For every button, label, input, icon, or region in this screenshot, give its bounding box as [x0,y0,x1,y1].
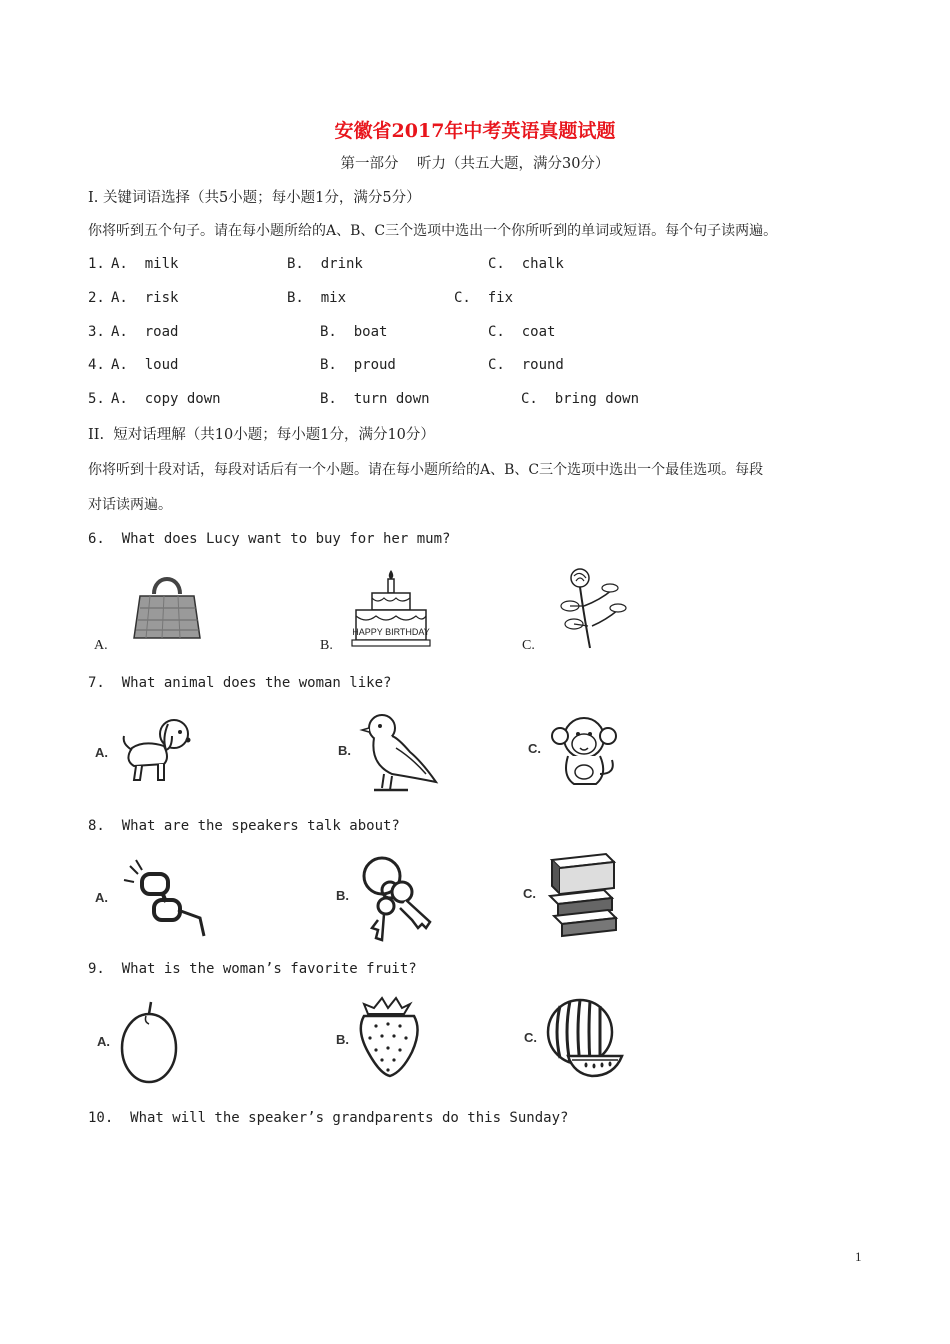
option-a-label: A. [97,1034,110,1049]
dog-icon [114,710,196,784]
option-b: B. drink [287,256,363,272]
option-c: C. coat [488,324,556,340]
option-a: A. road [111,324,179,340]
option-c-label: C. [523,886,536,901]
keys-icon [356,850,436,942]
question-number: 4. [88,357,105,373]
option-c-label: C. [522,638,535,653]
birthday-cake-icon [348,566,434,650]
watermelon-icon [542,994,626,1080]
question-number: 5. [88,391,105,407]
section2-heading: II. 短对话理解（共10小题；每小题1分，满分10分） [88,427,435,443]
option-c: C. round [488,357,564,373]
question-7: 7. What animal does the woman like? [88,675,392,691]
option-a-label: A. [95,890,108,905]
option-a-label: A. [94,638,108,653]
option-c: C. fix [454,290,514,306]
question-6: 6. What does Lucy want to buy for her mum? [88,531,451,547]
option-c: C. chalk [488,256,564,272]
option-b: B. boat [320,324,388,340]
option-c: C. bring down [521,391,640,407]
option-b-label: B. [336,1032,349,1047]
question-number: 3. [88,324,105,340]
part-subtitle: 第一部分 听力（共五大题，满分30分） [340,156,610,172]
option-b-label: B. [336,888,349,903]
option-c-label: C. [528,741,541,756]
question-number: 2. [88,290,105,306]
page-number: 1 [855,1249,862,1264]
cake-text: HAPPY BIRTHDAY [352,627,430,637]
option-b: B. turn down [320,391,430,407]
option-a: A. risk [111,290,179,306]
monkey-icon [546,710,624,790]
option-a: A. loud [111,357,179,373]
option-b-label: B. [338,743,351,758]
handbag-icon [128,572,208,644]
rose-icon [548,566,634,650]
section2-instruction-line1: 你将听到十段对话，每段对话后有一个小题。请在每小题所给的A、B、C三个选项中选出一个最佳选项。每段 [88,462,764,478]
option-c-label: C. [524,1030,537,1045]
option-b: B. proud [320,357,396,373]
glasses-icon [120,856,208,940]
option-b-label: B. [320,638,333,653]
books-icon [544,850,620,942]
option-a: A. milk [111,256,179,272]
question-9: 9. What is the woman’s favorite fruit? [88,961,417,977]
bird-icon [356,708,440,796]
section1-heading: I. 关键词语选择（共5小题；每小题1分，满分5分） [88,190,421,206]
question-8: 8. What are the speakers talk about? [88,818,400,834]
section1-instruction: 你将听到五个句子。请在每小题所给的A、B、C三个选项中选出一个你所听到的单词或短语。每个句子读两遍。 [88,223,778,239]
option-b: B. mix [287,290,347,306]
section2-instruction-line2: 对话读两遍。 [88,497,172,513]
plum-icon [116,998,182,1086]
question-number: 1. [88,256,105,272]
page-title: 安徽省2017年中考英语真题试题 [334,120,616,142]
option-a-label: A. [95,745,108,760]
option-a: A. copy down [111,391,221,407]
strawberry-icon [354,994,424,1078]
question-10: 10. What will the speaker’s grandparents do this Sunday? [88,1110,569,1126]
